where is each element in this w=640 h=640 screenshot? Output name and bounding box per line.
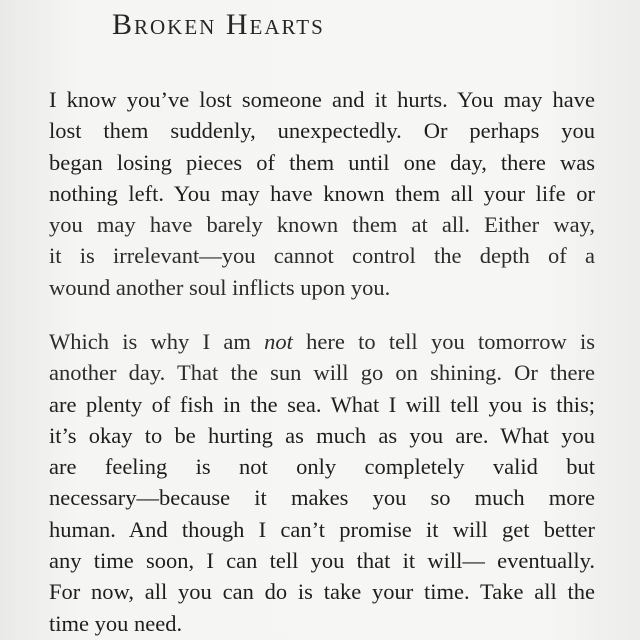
emphasized-word: not: [264, 329, 293, 354]
text-line: are feeling is not only completely valid but: [49, 454, 595, 480]
text-line: it’s okay to be hurting as much as you are. What you: [49, 422, 595, 448]
text-line: For now, all you can do is take your time. Take all the: [49, 579, 595, 605]
text-run: here to tell you tomorrow is: [292, 329, 595, 354]
text-line: [49, 326, 595, 357]
text-line: lost them suddenly, unexpectedly. Or perhaps you: [49, 118, 595, 144]
text-line: you may have barely known them at all. Either way,: [49, 212, 595, 238]
text-line: it is irrelevant—you cannot control the depth of a: [49, 243, 595, 269]
text-line: I know you’ve lost someone and it hurts. You may have: [49, 87, 595, 112]
text-line: human. And though I can’t promise it will get better: [49, 516, 595, 542]
paragraph-2: [49, 326, 595, 639]
text-line: are plenty of fish in the sea. What I will tell you is this;: [49, 391, 595, 417]
text-line: nothing left. You may have known them all your life or: [49, 180, 595, 206]
text-line: any time soon, I can tell you that it will— eventually.: [49, 548, 595, 574]
document-title: Broken Hearts: [112, 8, 325, 41]
text-line: time you need.: [49, 610, 183, 636]
text-line: necessary—because it makes you so much more: [49, 485, 595, 511]
text-line: began losing pieces of them until one day, there was: [49, 149, 595, 175]
text-line: another day. That the sun will go on shining. Or there: [49, 360, 595, 386]
paragraph-1: [49, 84, 595, 303]
text-run: Which is why I am: [49, 329, 265, 354]
text-line: wound another soul inflicts upon you.: [49, 274, 391, 300]
